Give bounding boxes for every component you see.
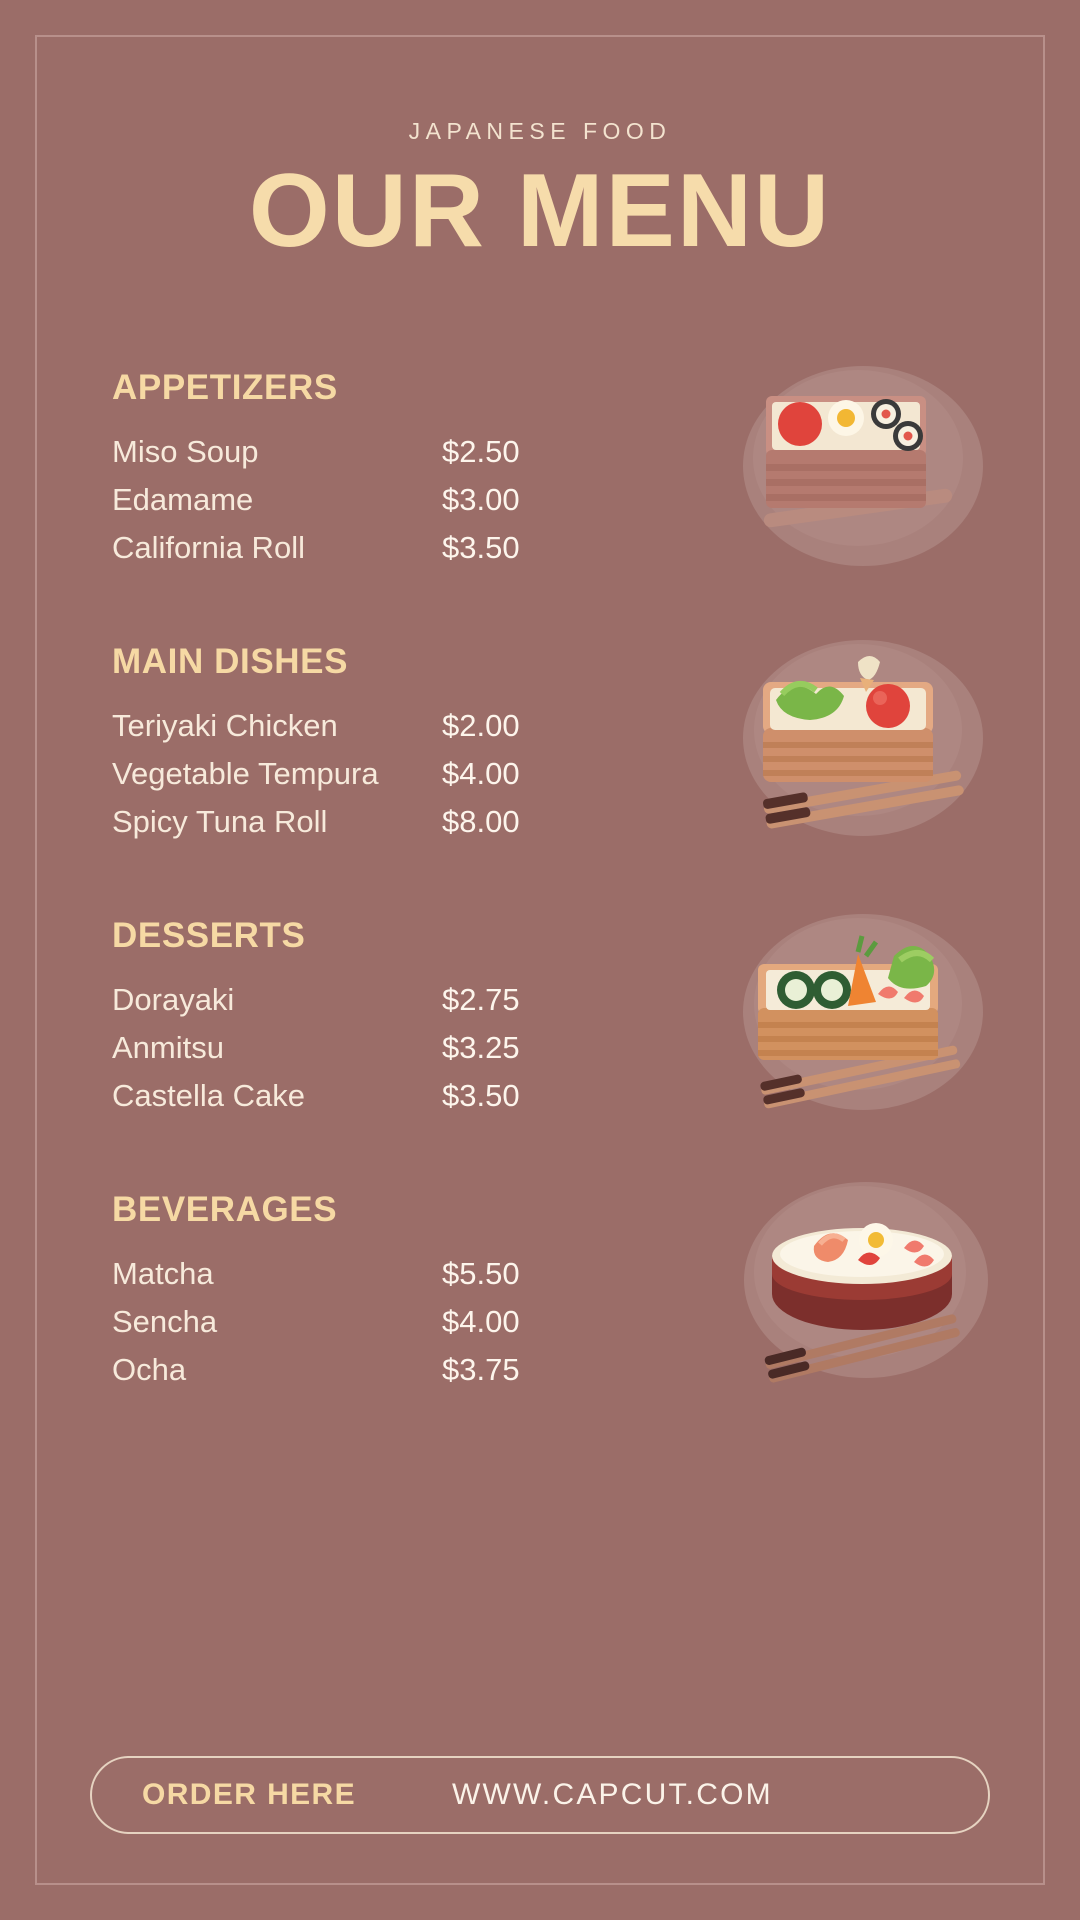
- menu-item-name: California Roll: [112, 530, 305, 565]
- menu-item-price: $3.25: [442, 1030, 520, 1065]
- menu-item: [112, 1030, 632, 1066]
- section-title-beverages: BEVERAGES: [112, 1190, 338, 1229]
- menu-item-name: Edamame: [112, 482, 254, 517]
- poster-header: [0, 118, 1080, 269]
- bento-bowl-salmon-illustration: [708, 1168, 1008, 1418]
- menu-section: [0, 916, 1080, 1190]
- menu-item: [112, 756, 632, 792]
- menu-section: [0, 1190, 1080, 1464]
- bento-box-vegetables-illustration: [708, 894, 1008, 1144]
- order-here-button[interactable]: ORDER HERE: [142, 1778, 357, 1811]
- menu-item-price: $2.75: [442, 982, 520, 1017]
- menu-item: [112, 434, 632, 470]
- section-title-appetizers: APPETIZERS: [112, 368, 338, 407]
- menu-item-price: $2.00: [442, 708, 520, 743]
- menu-item-price: $8.00: [442, 804, 520, 839]
- website-link[interactable]: WWW.CAPCUT.COM: [452, 1778, 773, 1811]
- eyebrow-text: JAPANESE FOOD: [408, 118, 672, 144]
- menu-item-price: $4.00: [442, 756, 520, 791]
- menu-item-price: $3.00: [442, 482, 520, 517]
- menu-item: [112, 982, 632, 1018]
- footer-bar: [90, 1756, 990, 1834]
- section-title-main-dishes: MAIN DISHES: [112, 642, 349, 681]
- menu-item-price: $2.50: [442, 434, 520, 469]
- menu-item: [112, 482, 632, 518]
- bento-box-sushi-illustration: [708, 346, 1008, 596]
- menu-item: [112, 1078, 632, 1114]
- menu-section: [0, 642, 1080, 916]
- menu-item-name: Ocha: [112, 1352, 187, 1387]
- menu-item-name: Sencha: [112, 1304, 218, 1339]
- section-title-desserts: DESSERTS: [112, 916, 306, 955]
- menu-item-name: Miso Soup: [112, 434, 259, 469]
- menu-item-price: $4.00: [442, 1304, 520, 1339]
- menu-item: [112, 1256, 632, 1292]
- menu-item-name: Vegetable Tempura: [112, 756, 379, 791]
- bento-box-tempura-illustration: [708, 620, 1008, 870]
- menu-item-name: Matcha: [112, 1256, 214, 1291]
- menu-item-name: Dorayaki: [112, 982, 235, 1017]
- menu-item-price: $3.75: [442, 1352, 520, 1387]
- menu-item: [112, 1304, 632, 1340]
- menu-item-price: $3.50: [442, 1078, 520, 1113]
- menu-item: [112, 1352, 632, 1388]
- menu-item-price: $3.50: [442, 530, 520, 565]
- menu-item: [112, 804, 632, 840]
- menu-section: [0, 368, 1080, 642]
- page-title: OUR MENU: [248, 153, 832, 269]
- menu-item: [112, 530, 632, 566]
- menu-item-name: Teriyaki Chicken: [112, 708, 338, 743]
- menu-item-price: $5.50: [442, 1256, 520, 1291]
- menu-item-name: Castella Cake: [112, 1078, 305, 1113]
- menu-item-name: Spicy Tuna Roll: [112, 804, 328, 839]
- menu-item: [112, 708, 632, 744]
- menu-sections: [0, 368, 1080, 1464]
- menu-item-name: Anmitsu: [112, 1030, 224, 1065]
